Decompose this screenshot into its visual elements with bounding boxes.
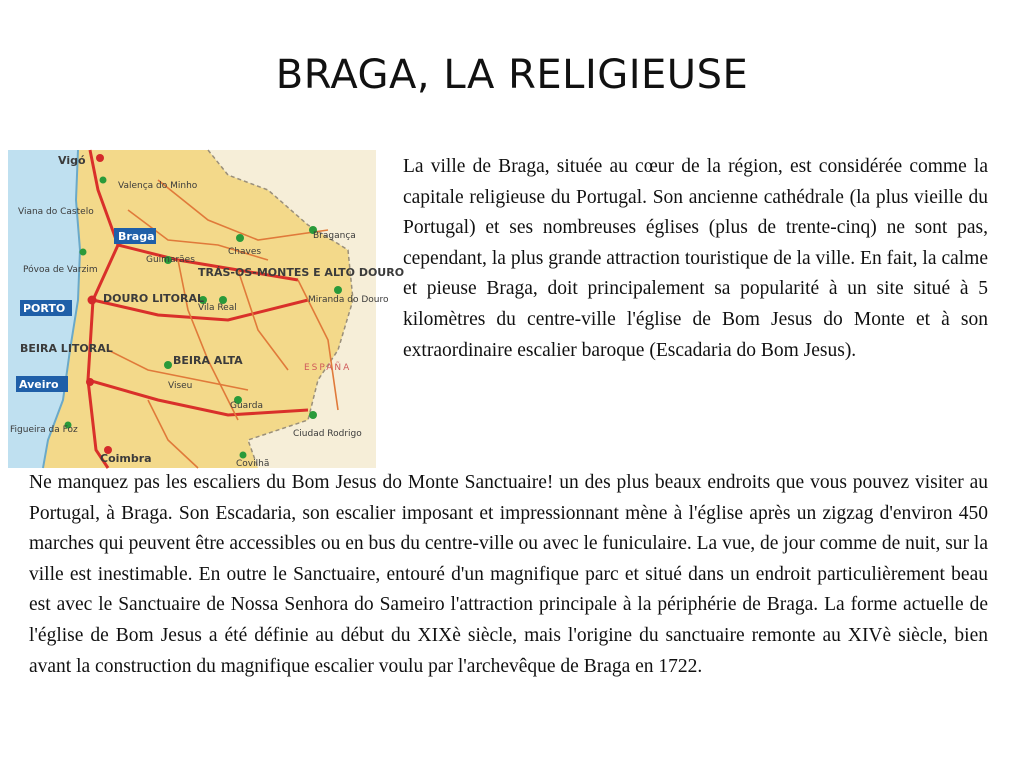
label-ciudad-rodrigo: Ciudad Rodrigo — [293, 429, 362, 439]
label-guarda: Guarda — [230, 401, 263, 411]
label-braganca: Bragança — [313, 231, 356, 241]
label-miranda: Miranda do Douro — [308, 295, 389, 305]
label-guimaraes: Guimarães — [146, 255, 195, 265]
label-viseu: Viseu — [168, 381, 193, 391]
label-vigo: Vigó — [58, 154, 86, 167]
label-figueira: Figueira da Foz — [10, 425, 78, 435]
label-beira-alta: BEIRA ALTA — [173, 354, 243, 367]
intro-paragraph: La ville de Braga, située au cœur de la région, est considérée comme la capitale religieuse du Portugal. Son ancienne cathédrale (la plus vieille du Portugal) et ses nombreuses églises (plus de trente-cinq) ne sont pas, cependant, la plus grande attraction touristique de la ville. En fait, la calme et pieuse Braga, doit principalement sa popularité à un site situé à 5 kilomètres du centre-ville l'église de Bom Jesus do Monte et à son extraordinaire escalier baroque (Escadaria do Bom Jesus). — [403, 156, 988, 361]
label-douro-litoral: DOURO LITORAL — [103, 292, 205, 305]
portugal-map — [8, 150, 405, 469]
label-braga: Braga — [118, 230, 155, 243]
body-paragraph: Ne manquez pas les escaliers du Bom Jesus do Monte Sanctuaire! un des plus beaux endroits que vous pouvez visiter au Portugal, à Braga. Son Escadaria, son escalier imposant et impressionnant mène à l'église après un zigzag d'environ 450 marches qui peuvent être accessibles ou en bus du centre-ville ou avec le funiculaire. La vue, de jour comme de nuit, sur la ville est inestimable. En outre le Sanctuaire, entouré d'un magnifique parc et situé dans un endroit particulièrement beau est avec le Sanctuaire de Nossa Senhora do Sameiro l'attraction principale à la périphérie de Braga. La forme actuelle de l'église de Bom Jesus a été définie au début du XIXè siècle, mais l'origine du sanctuaire remonte au XIVè siècle, bien avant la construction du magnifique escalier voulu par l'archevêque de Braga en 1722. — [29, 472, 988, 677]
label-tras-os-montes: TRÁS-OS-MONTES E ALTO DOURO — [198, 266, 405, 279]
slide-title: BRAGA, LA RELIGIEUSE — [275, 52, 749, 98]
label-vila-real: Vila Real — [198, 303, 237, 313]
label-porto: PORTO — [23, 302, 66, 315]
label-coimbra: Coimbra — [100, 452, 152, 465]
label-valenca: Valença do Minho — [118, 181, 198, 191]
label-covilha: Covilhã — [236, 459, 270, 469]
label-viana: Viana do Castelo — [18, 207, 94, 217]
label-aveiro: Aveiro — [19, 378, 59, 391]
label-chaves: Chaves — [228, 247, 262, 257]
label-beira-litoral: BEIRA LITORAL — [20, 342, 113, 355]
label-povoa: Póvoa de Varzim — [23, 265, 98, 275]
label-espana: ESPAÑA — [304, 363, 352, 373]
